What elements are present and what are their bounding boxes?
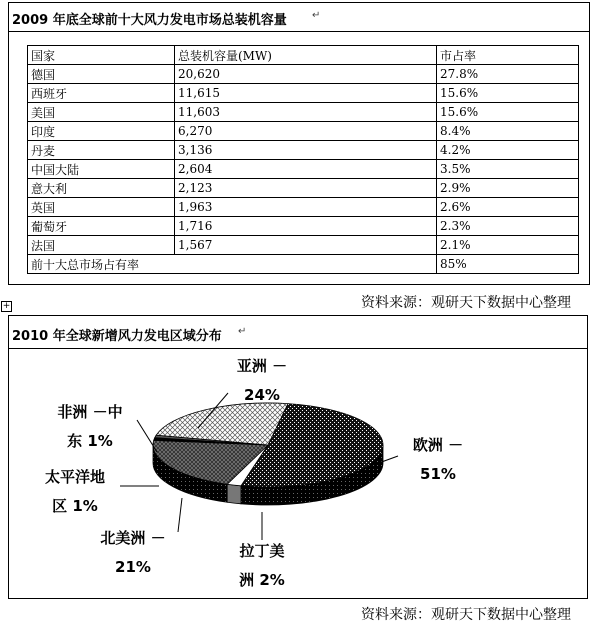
table-cell: 西班牙 <box>28 84 175 103</box>
label-europe: 欧洲 － 51% <box>412 436 464 483</box>
table-cell: 1,567 <box>175 236 437 255</box>
table-cell: 27.8% <box>437 65 579 84</box>
table-cell: 6,270 <box>175 122 437 141</box>
table-source: 资料来源：观研天下数据中心整理 <box>361 295 571 311</box>
table-cell: 英国 <box>28 198 175 217</box>
pie-source: 资料来源：观研天下数据中心整理 <box>361 607 571 623</box>
table-cell: 印度 <box>28 122 175 141</box>
table-cell: 意大利 <box>28 179 175 198</box>
table-cell: 市占率 <box>437 46 579 65</box>
table-cell: 中国大陆 <box>28 160 175 179</box>
table-cell: 国家 <box>28 46 175 65</box>
table-cell: 总装机容量(MW) <box>175 46 437 65</box>
pie-title: 2010 年全球新增风力发电区域分布 <box>12 329 222 344</box>
table-cell: 2.1% <box>437 236 579 255</box>
table-cell: 葡萄牙 <box>28 217 175 236</box>
table-cell: 丹麦 <box>28 141 175 160</box>
table-cell: 4.2% <box>437 141 579 160</box>
table-cell: 11,603 <box>175 103 437 122</box>
label-middle-east-africa: 非洲 －中 东 1% <box>57 403 123 450</box>
table-cell: 美国 <box>28 103 175 122</box>
table-cell: 德国 <box>28 65 175 84</box>
label-north-america: 北美洲 － 21% <box>100 529 166 576</box>
table-cell: 法国 <box>28 236 175 255</box>
leader-mea <box>137 420 157 452</box>
table-cell: 15.6% <box>437 84 579 103</box>
table-cell: 1,716 <box>175 217 437 236</box>
total-value: 85% <box>437 255 579 274</box>
table-move-handle[interactable]: + <box>2 301 11 311</box>
table-cell: 15.6% <box>437 103 579 122</box>
table-cell: 11,615 <box>175 84 437 103</box>
paragraph-mark: ↵ <box>312 10 321 21</box>
table-cell: 8.4% <box>437 122 579 141</box>
total-label: 前十大总市场占有率 <box>28 255 437 274</box>
label-pacific: 太平洋地 区 1% <box>44 468 105 515</box>
pie-side-1 <box>227 484 241 504</box>
table-cell: 3.5% <box>437 160 579 179</box>
table-cell: 20,620 <box>175 65 437 84</box>
table-cell: 2,123 <box>175 179 437 198</box>
table-title: 2009 年底全球前十大风力发电市场总装机容量 <box>12 13 287 28</box>
table-cell: 2.6% <box>437 198 579 217</box>
table-cell: 2.3% <box>437 217 579 236</box>
label-latin-america: 拉丁美 洲 2% <box>239 542 285 589</box>
table-cell: 2,604 <box>175 160 437 179</box>
table-cell: 1,963 <box>175 198 437 217</box>
table-cell: 3,136 <box>175 141 437 160</box>
paragraph-mark: ↵ <box>238 326 247 337</box>
table-cell: 2.9% <box>437 179 579 198</box>
label-asia: 亚洲 － 24% <box>236 357 288 404</box>
